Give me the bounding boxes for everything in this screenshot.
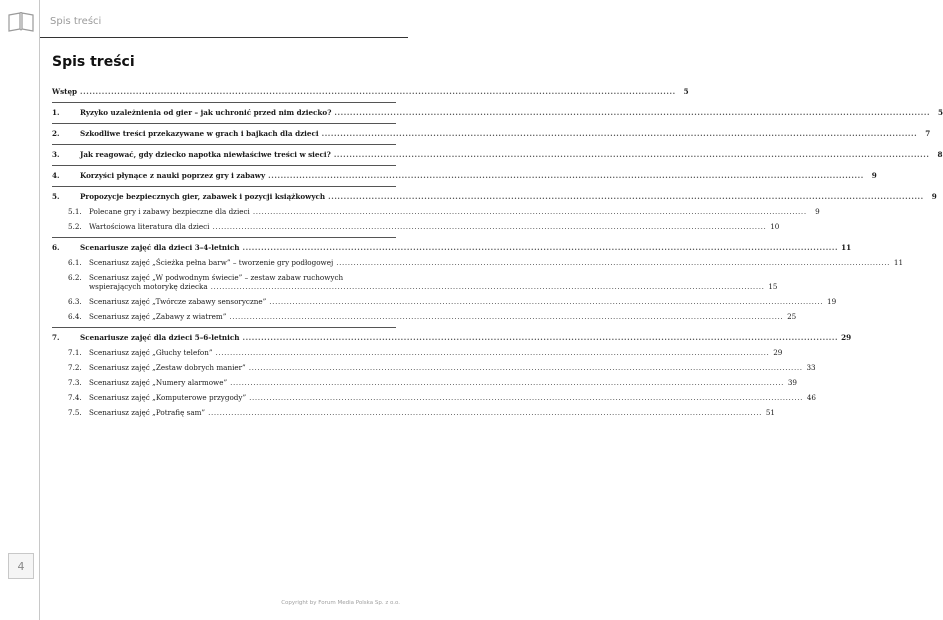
toc-entry-text: Korzyści płynące z nauki poprzez gry i zabawy xyxy=(80,171,266,180)
toc-entry-page: 8 xyxy=(937,150,943,159)
toc-entry-6-2-cont[interactable] xyxy=(52,282,778,291)
toc-entry-number: 7.1. xyxy=(68,348,82,357)
toc-entry-page: 5 xyxy=(683,87,689,96)
toc-entry-text: Szkodliwe treści przekazywane w grach i bajkach dla dzieci xyxy=(80,129,319,138)
toc-entry-page: 46 xyxy=(806,393,816,402)
toc-title: Spis treści xyxy=(52,54,135,70)
toc-entry-number: 3. xyxy=(52,150,60,159)
toc-entry-3[interactable] xyxy=(52,150,943,159)
dot-leader xyxy=(242,333,838,342)
toc-entry-text: Polecane gry i zabawy bezpieczne dla dzieci xyxy=(89,207,250,216)
open-book-icon xyxy=(8,12,34,32)
toc-entry-page: 29 xyxy=(841,333,852,342)
toc-entry-page: 33 xyxy=(806,363,816,372)
toc-entry-7-4[interactable] xyxy=(52,393,816,402)
toc-entry-number: 5. xyxy=(52,192,60,201)
dot-leader xyxy=(80,87,676,96)
toc-entry-page: 9 xyxy=(815,207,820,216)
section-divider xyxy=(52,144,396,145)
toc-entry-number: 6.1. xyxy=(68,258,82,267)
sidebar-rule xyxy=(39,0,40,620)
toc-entry-6[interactable] xyxy=(52,243,852,252)
toc-entry-page: 11 xyxy=(841,243,852,252)
toc-entry-text: Scenariusz zajęć „Ścieżka pełna barw” – tworzenie gry podłogowej xyxy=(89,258,334,267)
toc-entry-number: 6.3. xyxy=(68,297,82,306)
toc-entry-number: 4. xyxy=(52,171,60,180)
dot-leader xyxy=(334,108,930,117)
toc-entry-7-1[interactable] xyxy=(52,348,783,357)
toc-entry-number: 7.5. xyxy=(68,408,82,417)
dot-leader xyxy=(212,222,766,231)
toc-entry-text: Scenariusz zajęć „Komputerowe przygody” xyxy=(89,393,247,402)
dot-leader xyxy=(208,408,762,417)
toc-entry-page: 51 xyxy=(765,408,775,417)
section-divider xyxy=(52,102,396,103)
toc-entry-text: Wartościowa literatura dla dzieci xyxy=(89,222,210,231)
section-divider xyxy=(52,165,396,166)
toc-entry-text: Scenariusz zajęć „Twórcze zabawy sensoryczne” xyxy=(89,297,267,306)
toc-entry-number: 7.3. xyxy=(68,378,82,387)
toc-entry-text: Scenariusz zajęć „Głuchy telefon” xyxy=(89,348,213,357)
toc-entry-5-2[interactable] xyxy=(52,222,780,231)
toc-entry-7[interactable] xyxy=(52,333,852,342)
dot-leader xyxy=(268,171,864,180)
toc-entry-number: 7.4. xyxy=(68,393,82,402)
toc-entry-number: 6.2. xyxy=(68,273,82,282)
header-rule xyxy=(40,37,408,38)
section-divider xyxy=(52,123,396,124)
toc-entry-text: Propozycje bezpiecznych gier, zabawek i pozycji książkowych xyxy=(80,192,326,201)
toc-entry-text: Scenariusz zajęć „Potrafię sam” xyxy=(89,408,206,417)
toc-entry-number: 2. xyxy=(52,129,60,138)
dot-leader xyxy=(211,282,765,291)
dot-leader xyxy=(230,378,784,387)
toc-entry-page: 25 xyxy=(787,312,797,321)
toc-entry-text: Scenariusz zajęć „W podwodnym świecie” – zestaw zabaw ruchowych xyxy=(89,273,344,282)
toc-entry-number: 5.1. xyxy=(68,207,82,216)
toc-entry-6-2[interactable] xyxy=(52,273,396,282)
toc-entry-text: Scenariusze zajęć dla dzieci 5–6-letnich xyxy=(80,333,240,342)
toc-entry-number: 1. xyxy=(52,108,60,117)
toc-entry-text: Scenariusz zajęć „Zabawy z wiatrem” xyxy=(89,312,227,321)
toc-entry-text: Scenariusz zajęć „Numery alarmowe” xyxy=(89,378,228,387)
toc-entry-4[interactable] xyxy=(52,171,877,180)
dot-leader xyxy=(253,207,807,216)
section-divider xyxy=(52,186,396,187)
dot-leader xyxy=(229,312,783,321)
toc-entry-5[interactable] xyxy=(52,192,937,201)
dot-leader xyxy=(249,393,803,402)
toc-entry-number: 6. xyxy=(52,243,60,252)
toc-entry-text: Jak reagować, gdy dziecko napotka niewłaściwe treści w sieci? xyxy=(80,150,331,159)
toc-entry-page: 15 xyxy=(768,282,778,291)
toc-entry-page: 7 xyxy=(925,129,931,138)
dot-leader xyxy=(242,243,838,252)
toc-entry-page: 11 xyxy=(893,258,904,267)
toc-entry-number: 5.2. xyxy=(68,222,82,231)
toc-entry-number: 6.4. xyxy=(68,312,82,321)
toc-entry-intro[interactable] xyxy=(52,87,689,96)
toc-entry-page: 29 xyxy=(773,348,783,357)
toc-entry-6-4[interactable] xyxy=(52,312,797,321)
left-sidebar xyxy=(0,0,40,620)
toc-entry-page: 10 xyxy=(770,222,780,231)
toc-entry-6-1[interactable] xyxy=(52,258,904,267)
dot-leader xyxy=(334,150,930,159)
table-of-contents xyxy=(52,87,943,417)
toc-entry-number: 7.2. xyxy=(68,363,82,372)
toc-entry-text: Scenariusz zajęć „Zestaw dobrych manier” xyxy=(89,363,246,372)
toc-entry-2[interactable] xyxy=(52,129,931,138)
page-number: 4 xyxy=(8,553,34,579)
toc-entry-page: 19 xyxy=(827,297,837,306)
toc-entry-5-1[interactable] xyxy=(52,207,820,216)
toc-entry-7-3[interactable] xyxy=(52,378,797,387)
toc-entry-number: 7. xyxy=(52,333,60,342)
copyright-footer: Copyright by Forum Media Polska Sp. z o.o. xyxy=(281,600,400,606)
dot-leader xyxy=(249,363,803,372)
toc-entry-page: 9 xyxy=(931,192,937,201)
toc-entry-page: 9 xyxy=(871,171,877,180)
toc-entry-7-2[interactable] xyxy=(52,363,816,372)
toc-entry-page: 5 xyxy=(938,108,943,117)
dot-leader xyxy=(269,297,823,306)
toc-entry-6-3[interactable] xyxy=(52,297,837,306)
toc-entry-7-5[interactable] xyxy=(52,408,775,417)
toc-entry-text: Scenariusze zajęć dla dzieci 3–4-letnich xyxy=(80,243,240,252)
toc-entry-text: Ryzyko uzależnienia od gier – jak uchronić przed nim dziecko? xyxy=(80,108,332,117)
dot-leader xyxy=(328,192,924,201)
dot-leader xyxy=(336,258,890,267)
toc-entry-1[interactable] xyxy=(52,108,943,117)
toc-entry-text: Wstęp xyxy=(52,87,78,96)
section-divider xyxy=(52,237,396,238)
toc-entry-page: 39 xyxy=(787,378,797,387)
toc-entry-text-continued: wspierających motorykę dziecka xyxy=(89,282,208,291)
running-head: Spis treści xyxy=(50,16,102,27)
dot-leader xyxy=(322,129,918,138)
section-divider xyxy=(52,327,396,328)
dot-leader xyxy=(216,348,770,357)
